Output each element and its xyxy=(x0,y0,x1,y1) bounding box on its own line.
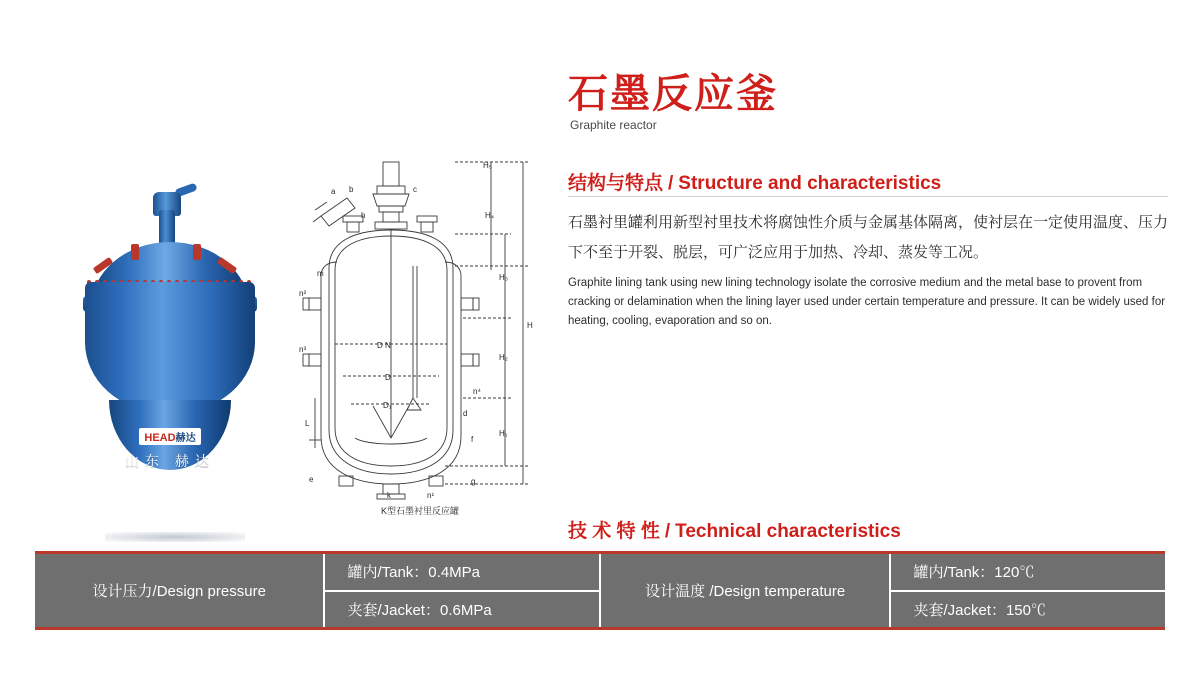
spec-value-jacket-pressure: 夹套/Jacket：0.6MPa xyxy=(325,590,599,628)
structure-body-en: Graphite lining tank using new lining technology isolate the corrosive medium and the metal base to provent from cracking or delamination when the lining layer used under certain temperature and pressure. It can be widely used for heating, cooling, evaporation and so on. xyxy=(568,277,1166,327)
dim-label-L: L xyxy=(305,419,310,428)
dim-label-n3: n³ xyxy=(299,345,307,354)
brand-plate xyxy=(105,428,235,476)
dim-label-H1: H₁ xyxy=(499,429,508,438)
section-heading-technical-en: Technical characteristics xyxy=(675,521,901,542)
dim-label-n2: n² xyxy=(299,289,307,298)
photo-shadow xyxy=(105,532,245,542)
spec-value-jacket-temperature: 夹套/Jacket：150℃ xyxy=(891,590,1165,628)
dim-label-h: h xyxy=(361,211,366,220)
dim-label-b: b xyxy=(349,185,354,194)
dim-label-f: f xyxy=(471,435,474,444)
dim-label-n1: n¹ xyxy=(427,491,435,500)
nozzle-top-right xyxy=(193,244,201,260)
brand-logo-en: HEAD xyxy=(144,432,176,444)
dim-label-H: H xyxy=(527,321,533,330)
spec-label-design-pressure: 设计压力/Design pressure xyxy=(35,554,323,627)
dim-label-H3: H₃ xyxy=(499,273,509,282)
dim-label-e: e xyxy=(309,475,314,484)
dim-label-H4: H₄ xyxy=(485,211,495,220)
dim-label-a: a xyxy=(331,187,336,196)
page-title-en: Graphite reactor xyxy=(570,118,657,132)
page-title-zh: 石墨反应釜 xyxy=(568,72,778,116)
spec-values-design-temperature xyxy=(891,554,1165,627)
section-heading-structure-zh: 结构与特点 xyxy=(568,173,664,194)
technical-drawing xyxy=(295,148,545,538)
reactor-illustration xyxy=(75,210,265,469)
dim-label-c: c xyxy=(413,185,417,194)
dim-label-d: d xyxy=(463,409,468,418)
drawing-svg xyxy=(295,148,545,504)
brand-name-cn: 山东 赫达 xyxy=(125,453,215,469)
section-heading-structure-en: Structure and characteristics xyxy=(678,173,942,194)
dim-label-D: D xyxy=(385,373,391,382)
spec-value-tank-temperature: 罐内/Tank：120℃ xyxy=(891,554,1165,590)
brand-logo xyxy=(139,428,200,445)
dim-label-H5: H₅ xyxy=(483,161,492,170)
spec-value-tank-pressure: 罐内/Tank：0.4MPa xyxy=(325,554,599,590)
brand-logo-cn: 赫达 xyxy=(175,433,196,444)
dim-label-D1: D₁ xyxy=(383,401,392,410)
section-heading-technical xyxy=(568,516,901,543)
section-heading-technical-zh: 技 术 特 性 xyxy=(568,521,660,542)
structure-body-zh: 石墨衬里罐利用新型衬里技术将腐蚀性介质与金属基体隔离，使衬层在一定使用温度、压力下不至于开裂、脱层，可广泛应用于加热、冷却、蒸发等工况。 xyxy=(568,214,1169,261)
section-heading-structure-sep: / xyxy=(668,173,674,194)
drawing-caption: K型石墨衬里反应罐 xyxy=(380,506,459,516)
spec-label-design-temperature: 设计温度 /Design temperature xyxy=(601,554,889,627)
section-divider-structure xyxy=(568,196,1168,197)
dim-label-g: g xyxy=(471,477,476,486)
vessel-body xyxy=(85,282,255,412)
product-photo xyxy=(55,150,285,510)
dim-label-DN: D N xyxy=(377,341,391,350)
nozzle-top-left xyxy=(131,244,139,260)
dim-label-H2: H₂ xyxy=(499,353,508,362)
specs-table xyxy=(35,551,1165,630)
section-heading-structure xyxy=(568,168,941,195)
dim-label-m: m xyxy=(317,269,324,278)
dim-label-n4: n⁴ xyxy=(473,387,481,396)
section-heading-technical-sep: / xyxy=(664,521,671,542)
spec-values-design-pressure xyxy=(325,554,599,627)
dim-label-k: k xyxy=(387,491,391,500)
